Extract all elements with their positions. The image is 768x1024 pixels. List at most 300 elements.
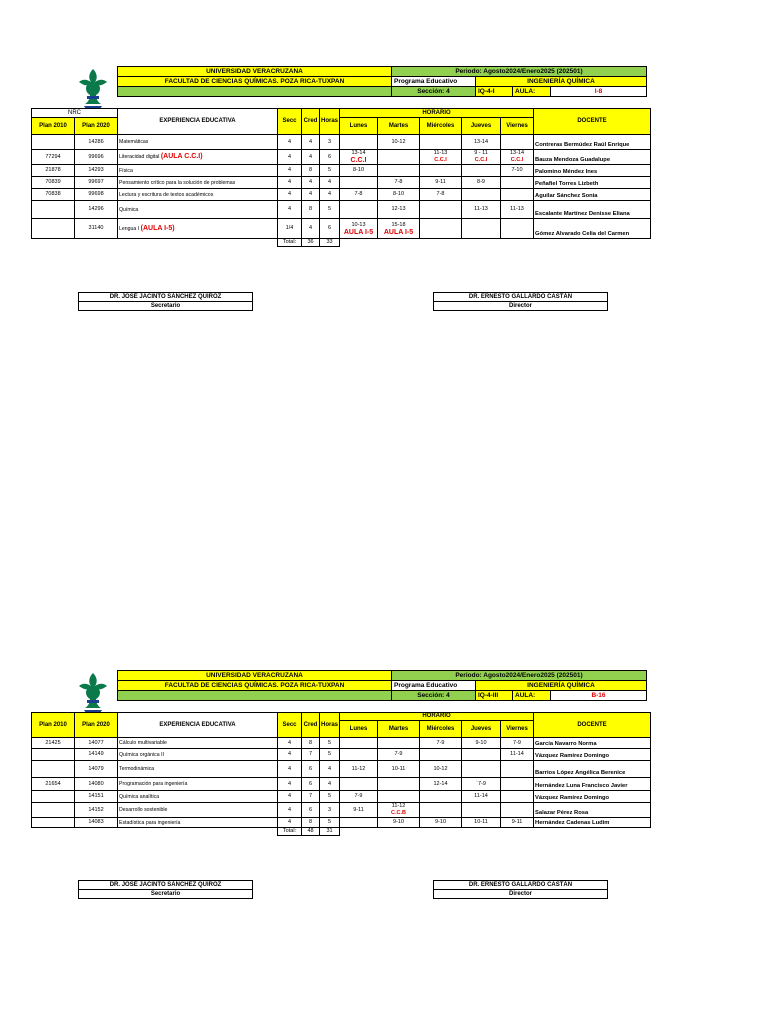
vie-cell <box>501 165 534 177</box>
vie-time: 7-10 <box>511 167 523 173</box>
jue-cell <box>462 177 501 189</box>
vie-cell <box>501 791 534 803</box>
experiencia-cell <box>118 135 278 150</box>
table-row <box>32 150 651 165</box>
horas-cell: 5 <box>320 201 340 219</box>
university-logo-icon <box>78 68 108 110</box>
table-row <box>32 761 651 778</box>
jue-time: 13-14 <box>473 138 489 145</box>
mar-time: 11-12 <box>391 803 406 809</box>
secc-cell: 1/4 <box>278 219 302 239</box>
cred-cell: 6 <box>302 803 320 818</box>
table-row <box>32 165 651 177</box>
column-header-row <box>32 109 651 118</box>
total-cred: 48 <box>302 828 320 836</box>
mar-time: 9-10 <box>393 819 405 825</box>
vie-cell <box>501 761 534 778</box>
mar-cell <box>378 135 420 150</box>
vie-time: 7-9 <box>513 739 521 746</box>
director-name: DR. ERNESTO GALLARDO CASTÁN <box>434 293 608 302</box>
col-plan-2020: Plan 2020 <box>75 118 118 135</box>
table-row <box>32 818 651 828</box>
secretario-role: Secretario <box>79 302 253 311</box>
cred-cell: 7 <box>302 749 320 761</box>
mie-cell <box>420 761 462 778</box>
plan-2020-cell: 14286 <box>75 135 118 150</box>
cred-cell: 7 <box>302 791 320 803</box>
secc-cell: 4 <box>278 177 302 189</box>
experiencia-cell <box>118 818 278 828</box>
plan-2020-cell: 14151 <box>75 791 118 803</box>
docente-cell: Peñafiel Torres Lizbeth <box>534 177 651 189</box>
jue-time: 11-13 <box>474 206 488 212</box>
horas-cell: 6 <box>320 219 340 239</box>
horas-cell: 4 <box>320 177 340 189</box>
experiencia-name: Física <box>119 167 133 174</box>
signature-director <box>433 880 608 899</box>
lun-cell <box>340 219 378 239</box>
experiencia-cell <box>118 778 278 791</box>
plan-2020-cell: 14083 <box>75 818 118 828</box>
col-viernes: Viernes <box>501 118 534 135</box>
secc-cell: 4 <box>278 201 302 219</box>
plan-2010-cell: 21425 <box>32 738 75 749</box>
horas-cell: 4 <box>320 189 340 201</box>
secc-cell: 4 <box>278 749 302 761</box>
docente-cell: Salazar Pérez Rosa <box>534 803 651 818</box>
lun-time: 13-14 <box>351 150 366 156</box>
experiencia-cell <box>118 738 278 749</box>
docente-cell: Contreras Bermúdez Raúl Enrique <box>534 135 651 150</box>
lun-time: 8-10 <box>353 167 365 173</box>
docente-cell: Hernández Luna Francisco Javier <box>534 778 651 791</box>
jue-cell <box>462 135 501 150</box>
lun-cell <box>340 165 378 177</box>
total-horas: 31 <box>320 828 340 836</box>
director-role: Director <box>434 302 608 311</box>
col-cred: Cred <box>302 109 320 135</box>
experiencia-cell <box>118 165 278 177</box>
aula-value: B-16 <box>551 691 647 701</box>
plan-2010-cell <box>32 791 75 803</box>
col-horas: Horas <box>320 713 340 738</box>
table-row <box>32 135 651 150</box>
vie-time: 11-13 <box>510 206 524 212</box>
table-row <box>32 738 651 749</box>
secc-cell: 4 <box>278 761 302 778</box>
vie-cell <box>501 189 534 201</box>
mar-cell <box>378 201 420 219</box>
plan-2020-cell: 99698 <box>75 189 118 201</box>
col-plan-2010: Plan 2010 <box>32 118 75 135</box>
program-name: INGENIERÍA QUÍMICA <box>476 681 647 691</box>
mie-time: 9-10 <box>435 819 447 825</box>
col-nrc: NRC <box>32 109 118 118</box>
lun-cell <box>340 135 378 150</box>
docente-cell: García Navarro Norma <box>534 738 651 749</box>
total-horas: 33 <box>320 239 340 247</box>
signature-secretario <box>78 880 253 899</box>
lun-cell <box>340 749 378 761</box>
jue-time: 10-11 <box>474 819 488 825</box>
mar-cell <box>378 189 420 201</box>
faculty-name: FACULTAD DE CIENCIAS QUÍMICAS. POZA RICA-TUXPAN <box>118 681 392 691</box>
experiencia-cell <box>118 803 278 818</box>
lun-time: 7-9 <box>354 793 363 799</box>
jue-time: 9 - 11 <box>474 150 488 156</box>
mar-cell <box>378 177 420 189</box>
jue-time: `7-9 <box>476 780 486 787</box>
mie-room: C.C.I <box>434 157 447 163</box>
section: Sección: 4 <box>392 691 476 701</box>
vie-cell <box>501 201 534 219</box>
mie-cell <box>420 818 462 828</box>
program-label: Programa Educativo <box>392 681 476 691</box>
schedule-block <box>0 66 768 396</box>
jue-cell <box>462 219 501 239</box>
col-experiencia: EXPERIENCIA EDUCATIVA <box>118 713 278 738</box>
total-spacer <box>32 828 278 836</box>
signature-secretario <box>78 292 253 311</box>
horas-cell: 6 <box>320 150 340 165</box>
jue-cell <box>462 165 501 177</box>
university-logo-icon <box>78 672 108 714</box>
col-martes: Martes <box>378 118 420 135</box>
aula-label: AULA: <box>513 87 551 97</box>
jue-cell <box>462 778 501 791</box>
col-docente: DOCENTE <box>534 109 651 135</box>
lun-cell <box>340 803 378 818</box>
section: Sección: 4 <box>392 87 476 97</box>
vie-cell <box>501 177 534 189</box>
vie-time: 13-14 <box>509 150 525 156</box>
lun-cell <box>340 778 378 791</box>
cred-cell: 4 <box>302 177 320 189</box>
plan-2020-cell: 14079 <box>75 761 118 778</box>
mie-time: 9-11 <box>435 179 446 185</box>
secc-cell: 4 <box>278 135 302 150</box>
secc-cell: 4 <box>278 165 302 177</box>
col-lunes: Lunes <box>340 721 378 738</box>
mar-room: C.C.B <box>391 810 406 816</box>
docente-cell: Aguilar Sánchez Sonia <box>534 189 651 201</box>
lun-cell <box>340 738 378 749</box>
docente-cell: Escalante Martínez Denisse Eliana <box>534 201 651 219</box>
jue-cell <box>462 791 501 803</box>
table-row <box>32 177 651 189</box>
docente-cell: Barrios López Angélica Berenice <box>534 761 651 778</box>
total-spacer-right <box>340 239 651 247</box>
cred-cell: 4 <box>302 135 320 150</box>
cred-cell: 6 <box>302 778 320 791</box>
mie-cell <box>420 778 462 791</box>
col-miercoles: Miércoles <box>420 118 462 135</box>
total-row <box>32 239 651 247</box>
col-viernes: Viernes <box>501 721 534 738</box>
plan-2020-cell: 14152 <box>75 803 118 818</box>
plan-2010-cell: 77294 <box>32 150 75 165</box>
lun-cell <box>340 791 378 803</box>
plan-2010-cell <box>32 818 75 828</box>
header-spacer <box>118 87 392 97</box>
plan-2010-cell: 21654 <box>32 778 75 791</box>
cred-cell: 8 <box>302 818 320 828</box>
vie-cell <box>501 778 534 791</box>
col-jueves: Jueves <box>462 721 501 738</box>
experiencia-cell <box>118 189 278 201</box>
col-jueves: Jueves <box>462 118 501 135</box>
vie-time: 9-11 <box>511 819 523 825</box>
plan-2020-cell: 99696 <box>75 150 118 165</box>
table-row <box>32 219 651 239</box>
mar-time: 12-13 <box>391 206 406 212</box>
mar-time: 10-11 <box>391 765 406 772</box>
mar-cell <box>378 818 420 828</box>
schedule-table <box>31 108 651 247</box>
vie-cell <box>501 803 534 818</box>
mar-room: AULA I-5 <box>383 228 414 236</box>
experiencia-cell <box>118 219 278 239</box>
jue-cell <box>462 818 501 828</box>
col-experiencia: EXPERIENCIA EDUCATIVA <box>118 109 278 135</box>
lun-cell <box>340 761 378 778</box>
vie-time: 11-14 <box>510 751 524 757</box>
horas-cell: 4 <box>320 778 340 791</box>
col-docente: DOCENTE <box>534 713 651 738</box>
experiencia-name: Programación para ingeniería <box>119 781 188 787</box>
vie-cell <box>501 219 534 239</box>
experiencia-cell <box>118 749 278 761</box>
jue-cell <box>462 749 501 761</box>
mie-cell <box>420 165 462 177</box>
col-horario: HORARIO <box>340 109 534 118</box>
lun-time: 10-13 <box>351 221 366 228</box>
table-row <box>32 189 651 201</box>
experiencia-name: Matemáticas <box>119 139 149 145</box>
experiencia-cell <box>118 761 278 778</box>
plan-2010-cell: 21878 <box>32 165 75 177</box>
secretario-name: DR. JOSÉ JACINTO SÁNCHEZ QUIROZ <box>79 293 253 302</box>
horas-cell: 5 <box>320 791 340 803</box>
col-horas: Horas <box>320 109 340 135</box>
secc-cell: 4 <box>278 738 302 749</box>
experiencia-name: Química <box>119 206 139 213</box>
horas-cell: 3 <box>320 803 340 818</box>
col-martes: Martes <box>378 721 420 738</box>
total-label: Total: <box>278 828 302 836</box>
jue-room: C.C.I <box>474 157 488 163</box>
vie-cell <box>501 749 534 761</box>
lun-cell <box>340 150 378 165</box>
jue-cell <box>462 803 501 818</box>
director-role: Director <box>434 890 608 899</box>
col-plan-2010: Plan 2010 <box>32 713 75 738</box>
experiencia-name: Termodinámica <box>119 766 155 772</box>
jue-time: 9-10 <box>475 739 487 746</box>
table-row <box>32 778 651 791</box>
mie-cell <box>420 791 462 803</box>
secc-cell: 4 <box>278 150 302 165</box>
mar-time: 7-9 <box>394 751 403 757</box>
aula-value: I-8 <box>551 87 647 97</box>
program-name: INGENIERÍA QUÍMICA <box>476 77 647 87</box>
mar-cell <box>378 803 420 818</box>
schedule-header <box>117 66 647 97</box>
experiencia-name: Desarrollo sostenible <box>119 807 168 813</box>
col-plan-2020: Plan 2020 <box>75 713 118 738</box>
experiencia-cell <box>118 150 278 165</box>
mie-cell <box>420 150 462 165</box>
mie-cell <box>420 189 462 201</box>
mie-time: 11-13 <box>433 150 448 156</box>
table-row <box>32 803 651 818</box>
mar-cell <box>378 778 420 791</box>
mar-cell <box>378 791 420 803</box>
cred-cell: 8 <box>302 738 320 749</box>
mar-cell <box>378 761 420 778</box>
secc-cell: 4 <box>278 189 302 201</box>
experiencia-cell <box>118 791 278 803</box>
total-cred: 36 <box>302 239 320 247</box>
lun-room: AULA I-5 <box>343 228 374 236</box>
plan-2010-cell: 70839 <box>32 177 75 189</box>
col-secc: Secc <box>278 109 302 135</box>
experiencia-aula-note: (AULA C.C.I) <box>160 153 203 160</box>
col-horario: HORARIO <box>340 713 534 721</box>
docente-cell: Hernández Cadenas Ludim <box>534 818 651 828</box>
experiencia-cell <box>118 201 278 219</box>
total-row <box>32 828 651 836</box>
experiencia-name: Química orgánica II <box>119 751 164 758</box>
director-name: DR. ERNESTO GALLARDO CASTÁN <box>434 881 608 890</box>
mar-cell <box>378 219 420 239</box>
mar-cell <box>378 150 420 165</box>
horas-cell: 5 <box>320 738 340 749</box>
column-header-row <box>32 713 651 721</box>
lun-cell <box>340 818 378 828</box>
experiencia-name: Pensamiento crítico para la solución de problemas <box>119 179 236 186</box>
experiencia-name: Lengua I <box>119 225 140 232</box>
jue-cell <box>462 761 501 778</box>
mie-cell <box>420 738 462 749</box>
experiencia-name: Lectura y escritura de textos académicos <box>119 191 214 198</box>
cred-cell: 8 <box>302 201 320 219</box>
mar-cell <box>378 749 420 761</box>
mar-cell <box>378 738 420 749</box>
col-cred: Cred <box>302 713 320 738</box>
mar-time: 15-18 <box>391 221 406 228</box>
group-code: IQ-4-I <box>476 87 513 97</box>
experiencia-cell <box>118 177 278 189</box>
jue-cell <box>462 738 501 749</box>
program-label: Programa Educativo <box>392 77 476 87</box>
jue-time: 8-9 <box>477 179 485 185</box>
table-row <box>32 201 651 219</box>
plan-2010-cell <box>32 201 75 219</box>
plan-2020-cell: 14077 <box>75 738 118 749</box>
experiencia-name: Estadística para ingeniería <box>119 819 181 826</box>
horas-cell: 3 <box>320 135 340 150</box>
mie-time: 7-9 <box>436 739 445 746</box>
docente-cell: Bauza Mendoza Guadalupe <box>534 150 651 165</box>
table-row <box>32 791 651 803</box>
plan-2010-cell: 70838 <box>32 189 75 201</box>
experiencia-name: Cálculo multivariable <box>119 740 167 746</box>
docente-cell: Vázquez Ramírez Domingo <box>534 749 651 761</box>
vie-cell <box>501 818 534 828</box>
plan-2010-cell <box>32 803 75 818</box>
plan-2020-cell: 31140 <box>75 219 118 239</box>
university-name: UNIVERSIDAD VERACRUZANA <box>118 671 392 681</box>
horas-cell: 5 <box>320 749 340 761</box>
lun-time: 11-12 <box>351 765 366 772</box>
plan-2020-cell: 14080 <box>75 778 118 791</box>
secretario-name: DR. JOSÉ JACINTO SÁNCHEZ QUIROZ <box>79 881 253 890</box>
mar-time: 10-12 <box>391 138 406 145</box>
table-row <box>32 749 651 761</box>
jue-cell <box>462 201 501 219</box>
mar-time: 7-8 <box>394 179 403 185</box>
col-lunes: Lunes <box>340 118 378 135</box>
vie-room: C.C.I <box>510 157 524 163</box>
cred-cell: 6 <box>302 761 320 778</box>
plan-2010-cell <box>32 219 75 239</box>
lun-room: C.C.I <box>350 157 367 164</box>
jue-time: 11-14 <box>474 793 488 799</box>
plan-2010-cell <box>32 135 75 150</box>
aula-label: AULA: <box>513 691 551 701</box>
schedule-table <box>31 712 651 836</box>
lun-time: 9-11 <box>353 806 364 813</box>
docente-cell: Gómez Alvarado Celia del Carmen <box>534 219 651 239</box>
experiencia-name: Química analítica <box>119 793 160 800</box>
plan-2020-cell: 14149 <box>75 749 118 761</box>
horas-cell: 5 <box>320 818 340 828</box>
total-spacer <box>32 239 278 247</box>
mie-cell <box>420 803 462 818</box>
secc-cell: 4 <box>278 778 302 791</box>
mie-cell <box>420 177 462 189</box>
cred-cell: 8 <box>302 165 320 177</box>
docente-cell: Vázquez Ramírez Domingo <box>534 791 651 803</box>
period: Periodo: Agosto2024/Enero2025 (202501) <box>392 67 647 77</box>
plan-2020-cell: 99697 <box>75 177 118 189</box>
total-label: Total: <box>278 239 302 247</box>
docente-cell: Palomino Méndez Ines <box>534 165 651 177</box>
secc-cell: 4 <box>278 818 302 828</box>
lun-cell <box>340 201 378 219</box>
mie-time: 10-12 <box>433 765 448 772</box>
cred-cell: 4 <box>302 150 320 165</box>
secc-cell: 4 <box>278 803 302 818</box>
cred-cell: 4 <box>302 219 320 239</box>
vie-cell <box>501 738 534 749</box>
plan-2010-cell <box>32 749 75 761</box>
mie-time: 12-14 <box>433 780 448 787</box>
period: Periodo: Agosto2024/Enero2025 (202501) <box>392 671 647 681</box>
plan-2020-cell: 14293 <box>75 165 118 177</box>
mie-cell <box>420 219 462 239</box>
plan-2010-cell <box>32 761 75 778</box>
jue-cell <box>462 189 501 201</box>
mar-time: 8-10 <box>393 191 405 197</box>
col-miercoles: Miércoles <box>420 721 462 738</box>
total-spacer-right <box>340 828 651 836</box>
plan-2020-cell: 14296 <box>75 201 118 219</box>
lun-cell <box>340 177 378 189</box>
vie-cell <box>501 150 534 165</box>
header-spacer <box>118 691 392 701</box>
